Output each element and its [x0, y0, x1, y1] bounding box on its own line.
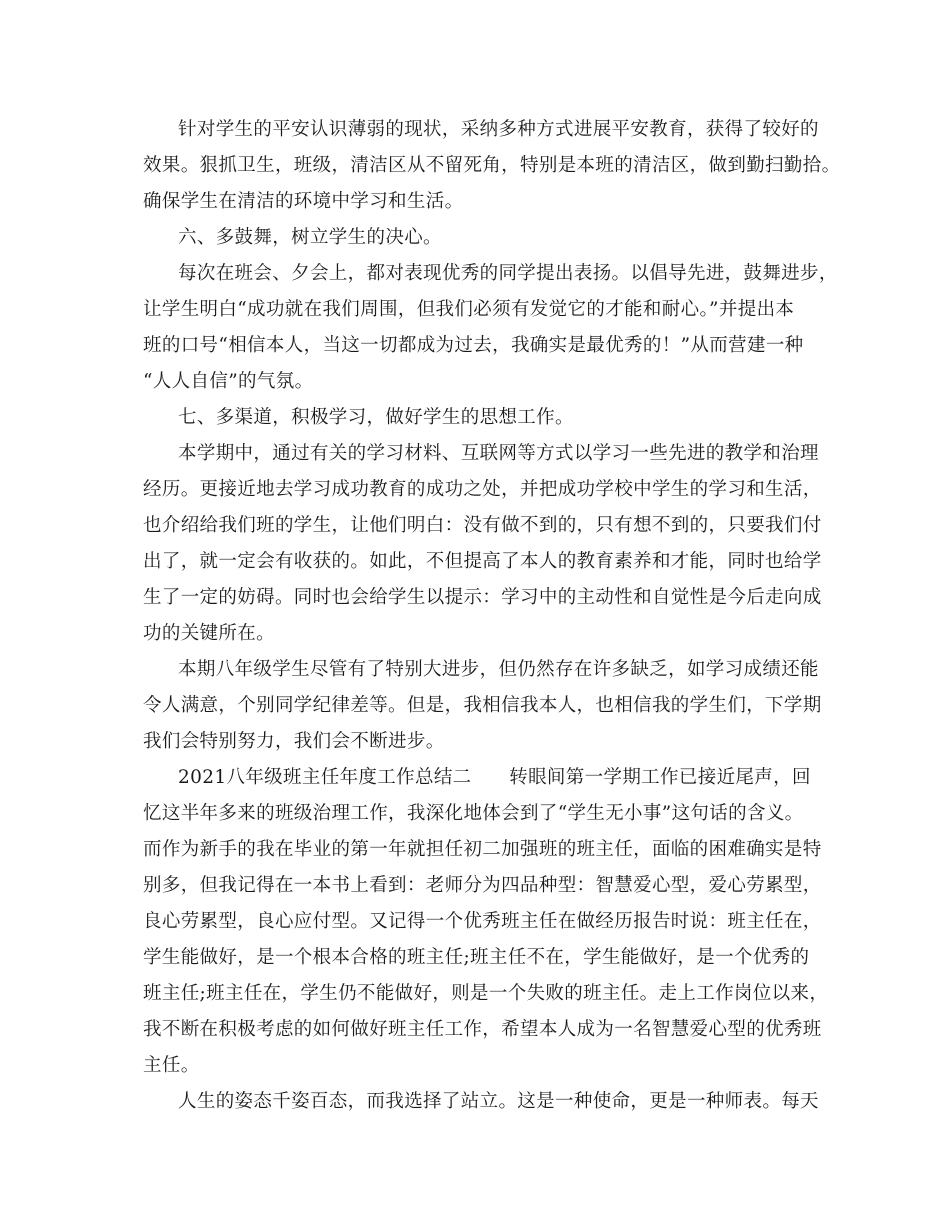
text-line: 我们会特别努力，我们会不断进步。 [143, 731, 445, 752]
text-line: 学生能做好，是一个根本合格的班主任;班主任不在，学生能做好，是一个优秀的 [143, 947, 810, 968]
text-line: 也介绍给我们班的学生，让他们明白：没有做不到的，只有想不到的，只要我们付 [143, 515, 822, 536]
text-line: “人人自信”的气氛。 [143, 371, 314, 392]
text-line: 让学生明白“成功就在我们周围，但我们必须有发觉它的才能和耐心。”并提出本 [143, 299, 795, 320]
text-line: 针对学生的平安认识薄弱的现状，采纳多种方式进展平安教育，获得了较好的 [178, 119, 819, 140]
text-line: 良心劳累型，良心应付型。又记得一个优秀班主任在做经历报告时说：班主任在， [143, 911, 822, 932]
text-line: 本期八年级学生尽管有了特别大进步，但仍然存在许多缺乏，如学习成绩还能 [178, 659, 819, 680]
text-line: 确保学生在清洁的环境中学习和生活。 [143, 191, 464, 212]
text-line: 人生的姿态千姿百态，而我选择了站立。这是一种使命，更是一种师表。每天 [178, 1091, 819, 1112]
text-line: 别多，但我记得在一本书上看到：老师分为四品种型：智慧爱心型，爱心劳累型， [143, 875, 822, 896]
text-line: 忆这半年多来的班级治理工作，我深化地体会到了“学生无小事”这句话的含义。 [143, 803, 804, 824]
text-line: 生了一定的妨碍。同时也会给学生以提示：学习中的主动性和自觉性是今后走向成 [143, 587, 822, 608]
text-line: 令人满意，个别同学纪律差等。但是，我相信我本人，也相信我的学生们，下学期 [143, 695, 822, 716]
text-line: 2021八年级班主任年度工作总结二 转眼间第一学期工作已接近尾声，回 [178, 767, 811, 788]
text-line: 效果。狠抓卫生，班级，清洁区从不留死角，特别是本班的清洁区，做到勤扫勤拾。 [143, 155, 841, 176]
text-line: 班的口号“相信本人，当这一切都成为过去，我确实是最优秀的！”从而营建一种 [143, 335, 804, 356]
text-line: 而作为新手的我在毕业的第一年就担任初二加强班的班主任，面临的困难确实是特 [143, 839, 822, 860]
text-line: 本学期中，通过有关的学习材料、互联网等方式以学习一些先进的教学和治理 [178, 443, 819, 464]
text-line: 出了，就一定会有收获的。如此，不但提高了本人的教育素养和才能，同时也给学 [143, 551, 822, 572]
section-heading: 六、多鼓舞，树立学生的决心。 [178, 227, 442, 248]
text-line: 我不断在积极考虑的如何做好班主任工作，希望本人成为一名智慧爱心型的优秀班 [143, 1019, 822, 1040]
text-line: 经历。更接近地去学习成功教育的成功之处，并把成功学校中学生的学习和生活， [143, 479, 822, 500]
text-line: 主任。 [143, 1055, 200, 1076]
text-line: 班主任;班主任在，学生仍不能做好，则是一个失败的班主任。走上工作岗位以来， [143, 983, 829, 1004]
section-heading: 七、多渠道，积极学习，做好学生的思想工作。 [178, 407, 574, 428]
text-line: 每次在班会、夕会上，都对表现优秀的同学提出表扬。以倡导先进，鼓舞进步， [178, 263, 838, 284]
text-line: 功的关键所在。 [143, 623, 275, 644]
